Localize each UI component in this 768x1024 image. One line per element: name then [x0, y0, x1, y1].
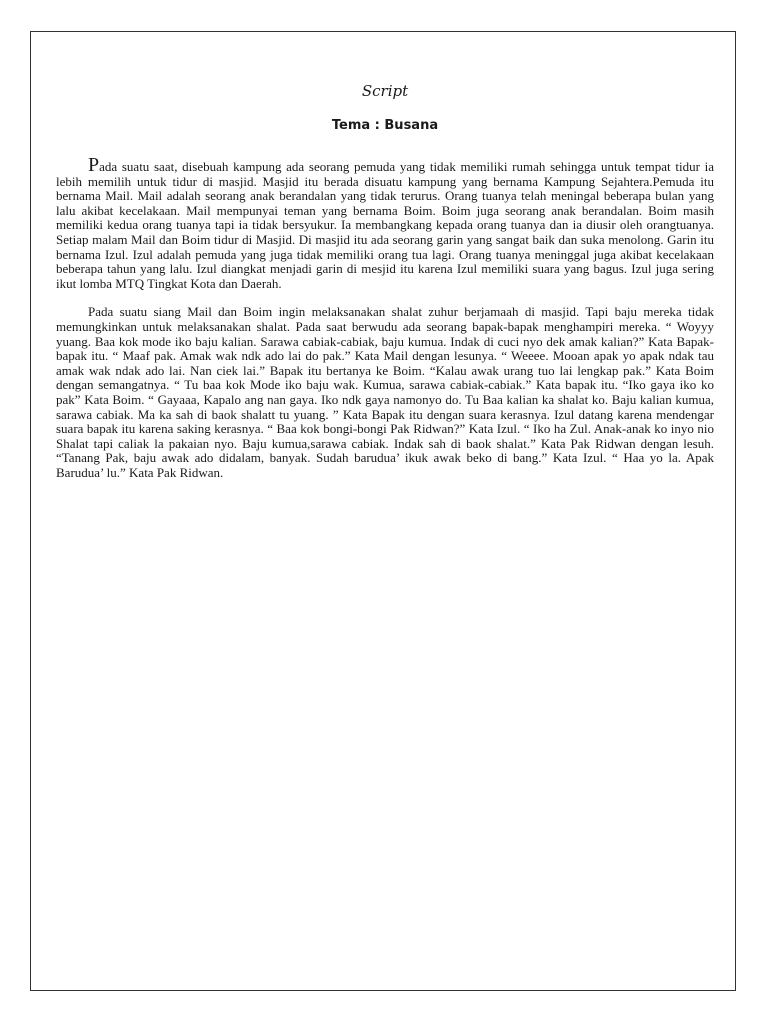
- paragraph-1-text: ada suatu saat, disebuah kampung ada seorang pemuda yang tidak memiliki rumah sehingga untuk tempat tidur ia lebih memilih untuk tidur di masjid. Masjid itu berada disuatu kampung yang bernama Kampung Sejahtera.Pemuda itu bernama Mail. Mail adalah seorang anak berandalan yang tidak terurus. Orang tuanya telah meningal beberapa bulan yang lalu akibat kecelakaan. Mail mempunyai teman yang bernama Boim. Boim juga seorang anak berandalan. Boim masih memiliki kedua orang tuanya tapi ia tidak bersyukur. Ia membangkang kepada orang tuanya dan ia diusir oleh orangtuanya. Setiap malam Mail dan Boim tidur di Masjid. Di masjid itu ada seorang garin yang sangat baik dan suka menolong. Garin itu bernama Izul. Izul adalah pemuda yang juga tidak memiliki orang tua lagi. Orang tuanya meninggal juga akibat kecelakaan beberapa tahun yang lalu. Izul diangkat menjadi garin di mesjid itu karena Izul memiliki suara yang bagus. Izul juga sering ikut lomba MTQ Tingkat Kota dan Daerah.: [56, 159, 714, 291]
- theme-heading: Tema : Busana: [331, 118, 439, 133]
- paragraph-1: [56, 154, 714, 291]
- paragraph-2: Pada suatu siang Mail dan Boim ingin melaksanakan shalat zuhur berjamaah di masjid. Tapi baju mereka tidak memungkinkan untuk melaksanakan shalat. Pada saat berwudu ada seorang bapak-bapak menghampiri mereka. “ Woyyy yuang. Baa kok mode iko baju kalian. Sarawa cabiak-cabiak, baju kumua. Indak di cuci nyo dek amak kalian?” Kata Bapak-bapak itu. “ Maaf pak. Amak wak ndk ado lai do pak.” Kata Mail dengan lesunya. “ Weeee. Mooan apak yo apak ndak tau amak wak ndak ado lai. Nan ciek lai.” Bapak itu bertanya ke Boim. “Kalau awak urang tuo lai lengkap pak.” Kata Boim dengan semangatnya. “ Tu baa kok Mode iko baju wak. Kumua, sarawa cabiak-cabiak.” Kata bapak itu. “Iko gaya iko ko pak” Kata Boim. “ Gayaaa, Kapalo ang nan gaya. Iko ndk gaya namonyo do. Tu Baa kalian ka shalat ko. Baju kalian kumua, sarawa cabiak. Ma ka sah di baok shalatt tu yuang. ” Kata Bapak itu dengan suara kerasnya. Izul datang karena mendengar suara bapak itu karena saking kerasnya. “ Baa kok bongi-bongi Pak Ridwan?” Kata Izul. “ Iko ha Zul. Anak-anak ko inyo nio Shalat tapi caliak la pakaian nyo. Baju kumua,sarawa cabiak. Indak sah di baok shalat.” Kata Pak Ridwan dengan lesuh. “Tanang Pak, baju awak ado didalam, banyak. Sudah barudua’ ikuk awak beko di bang.” Kata Izul. “ Haa yo la. Apak Barudua’ lu.” Kata Pak Ridwan.: [56, 304, 714, 480]
- document-body: [56, 80, 714, 494]
- drop-cap-letter: P: [88, 154, 100, 176]
- script-heading: Script: [361, 82, 409, 100]
